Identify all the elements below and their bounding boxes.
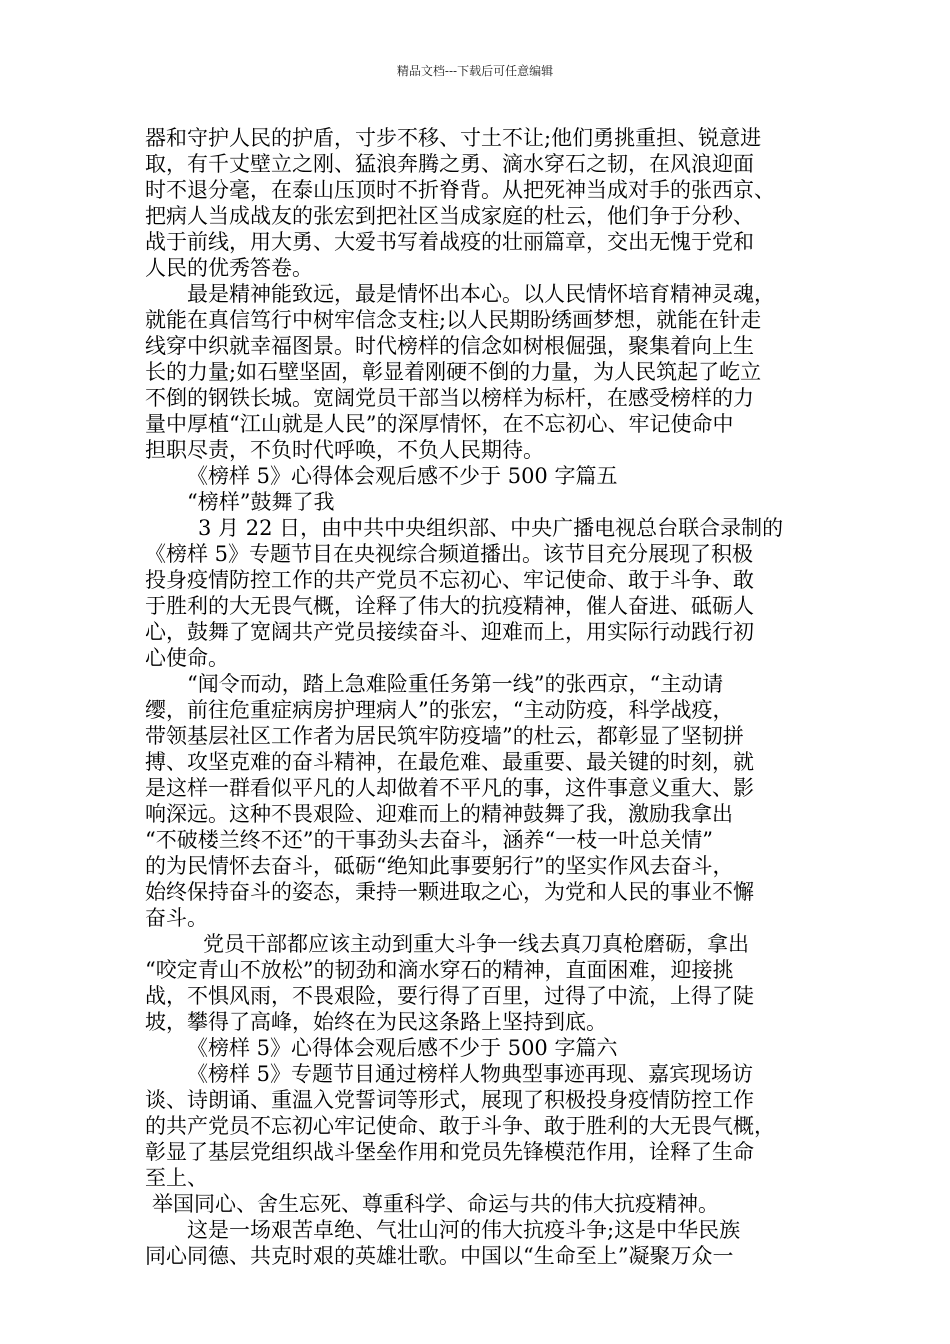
text-line: 谈、诗朗诵、重温入党誓词等形式，展现了积极投身疫情防控工作 [145, 1088, 754, 1112]
text-line: 至上、 [145, 1166, 208, 1190]
text-line: 带领基层社区工作者为居民筑牢防疫墙”的杜云，都彰显了坚韧拼 [145, 724, 744, 748]
text-line: 心，鼓舞了宽阔共产党员接续奋斗、迎难而上，用实际行动践行初 [145, 620, 754, 644]
text-line: 线穿中织就幸福图景。时代榜样的信念如树根倔强，聚集着向上生 [145, 334, 754, 358]
text-line: 是这样一群看似平凡的人却做着不平凡的事，这件事意义重大、影 [145, 776, 754, 800]
text-line: 坡，攀得了高峰，始终在为民这条路上坚持到底。 [145, 1010, 607, 1034]
text-line: 的为民情怀去奋斗，砥砺“绝知此事要躬行”的坚实作风去奋斗， [145, 854, 734, 878]
text-line: 心使命。 [145, 646, 229, 670]
text-line: 举国同心、舍生忘死、尊重科学、命运与共的伟大抗疫精神。 [152, 1192, 719, 1216]
text-line: “咬定青山不放松”的韧劲和滴水穿石的精神，直面困难，迎接挑 [145, 958, 734, 982]
text-line: 始终保持奋斗的姿态，秉持一颗进取之心，为党和人民的事业不懈 [145, 880, 754, 904]
paragraph-first-line: 党员干部都应该主动到重大斗争一线去真刀真枪磨砺，拿出 [203, 932, 749, 956]
text-line: 不倒的钢铁长城。宽阔党员干部当以榜样为标杆，在感受榜样的力 [145, 386, 754, 410]
text-line: 《榜样 5》专题节目在央视综合频道播出。该节目充分展现了积极 [145, 542, 754, 566]
text-line: 担职尽责，不负时代呼唤，不负人民期待。 [145, 438, 544, 462]
text-line: 时不退分毫，在泰山压顶时不折脊背。从把死神当成对手的张西京、 [145, 178, 775, 202]
text-line: 投身疫情防控工作的共产党员不忘初心、牢记使命、敢于斗争、敢 [145, 568, 754, 592]
text-line: 取，有千丈壁立之刚、猛浪奔腾之勇、滴水穿石之韧，在风浪迎面 [145, 152, 754, 176]
text-line: 器和守护人民的护盾，寸步不移、寸土不让;他们勇挑重担、锐意进 [145, 126, 762, 150]
text-line: “不破楼兰终不还”的干事劲头去奋斗，涵养“一枝一叶总关情” [145, 828, 713, 852]
text-line: 彰显了基层党组织战斗堡垒作用和党员先锋模范作用，诠释了生命 [145, 1140, 754, 1164]
text-line: 就能在真信笃行中树牢信念支柱;以人民期盼绣画梦想，就能在针走 [145, 308, 762, 332]
text-line: 把病人当成战友的张宏到把社区当成家庭的杜云，他们争于分秒、 [145, 204, 754, 228]
text-line: 的共产党员不忘初心牢记使命、敢于斗争、敢于胜利的大无畏气概， [145, 1114, 775, 1138]
text-line: 缨，前往危重症病房护理病人”的张宏，“主动防疫，科学战疫， [145, 698, 734, 722]
page-header: 精品文档---下载后可任意编辑 [396, 64, 554, 78]
text-line: 量中厚植“江山就是人民”的深厚情怀，在不忘初心、牢记使命中 [145, 412, 734, 436]
text-line: 长的力量;如石壁坚固，彰显着刚硬不倒的力量，为人民筑起了屹立 [145, 360, 762, 384]
section-heading: 《榜样 5》心得体会观后感不少于 500 字篇五 [187, 464, 618, 488]
text-line: 战，不惧风雨，不畏艰险，要行得了百里，过得了中流，上得了陡 [145, 984, 754, 1008]
text-line: 于胜利的大无畏气概，诠释了伟大的抗疫精神，催人奋进、砥砺人 [145, 594, 754, 618]
paragraph-first-line: 最是精神能致远，最是情怀出本心。以人民情怀培育精神灵魂， [187, 282, 775, 306]
section-heading: 《榜样 5》心得体会观后感不少于 500 字篇六 [187, 1036, 618, 1060]
paragraph-first-line: 这是一场艰苦卓绝、气壮山河的伟大抗疫斗争;这是中华民族 [187, 1218, 741, 1242]
paragraph-first-line: 《榜样 5》专题节目通过榜样人物典型事迹再现、嘉宾现场访 [187, 1062, 754, 1086]
text-line: 搏、攻坚克难的奋斗精神，在最危难、最重要、最关键的时刻，就 [145, 750, 754, 774]
text-line: 响深远。这种不畏艰险、迎难而上的精神鼓舞了我，激励我拿出 [145, 802, 733, 826]
article-title: “榜样”鼓舞了我 [187, 490, 335, 514]
text-line: 人民的优秀答卷。 [145, 256, 313, 280]
paragraph-first-line: “闻令而动，踏上急难险重任务第一线”的张西京，“主动请 [187, 672, 724, 696]
paragraph-first-line: 3 月 22 日，由中共中央组织部、中央广播电视总台联合录制的 [198, 516, 784, 540]
text-line: 奋斗。 [145, 906, 208, 930]
text-line: 战于前线，用大勇、大爱书写着战疫的壮丽篇章，交出无愧于党和 [145, 230, 754, 254]
text-line: 同心同德、共克时艰的英雄壮歌。中国以“生命至上”凝聚万众一 [145, 1244, 734, 1268]
